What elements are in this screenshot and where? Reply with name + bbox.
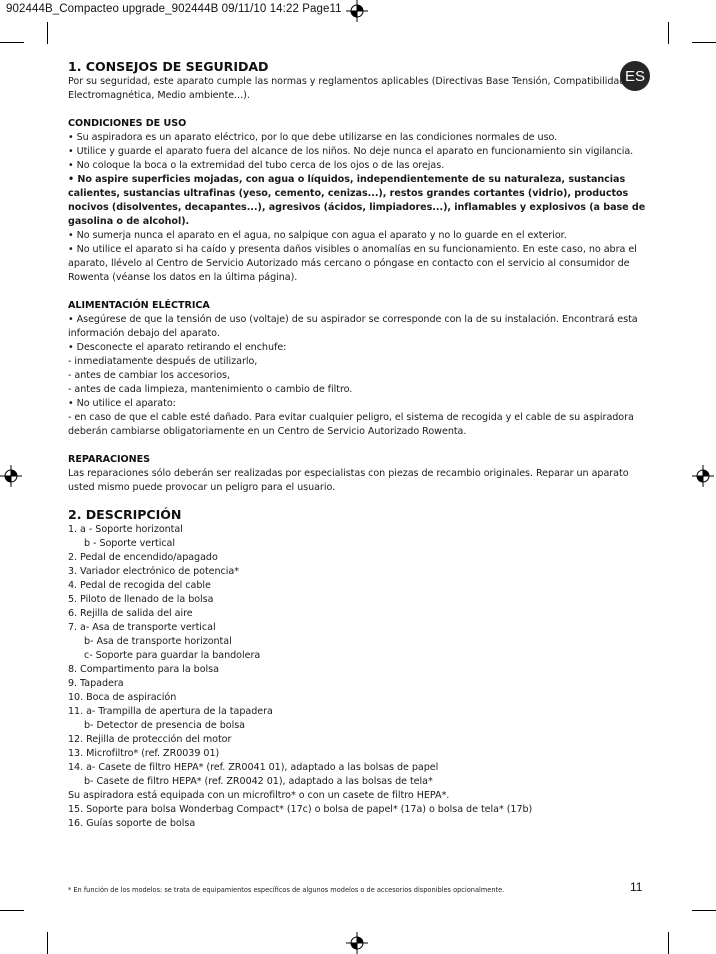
- registration-mark-icon: [692, 465, 714, 487]
- print-slug: 902444B_Compacteo upgrade_902444B 09/11/10 14:22 Page11: [6, 3, 342, 15]
- description-list: [68, 523, 653, 831]
- list-item: 4. Pedal de recogida del cable: [68, 580, 211, 591]
- crop-mark: [47, 932, 48, 954]
- page-content: [68, 59, 653, 831]
- section-title-safety: 1. CONSEJOS DE SEGURIDAD: [68, 59, 269, 74]
- list-item: 13. Microfiltro* (ref. ZR0039 01): [68, 748, 220, 759]
- list-item: 3. Variador electrónico de potencia*: [68, 566, 239, 577]
- crop-mark: [47, 22, 48, 44]
- list-item: 5. Piloto de llenado de la bolsa: [68, 594, 214, 605]
- list-item: - en caso de que el cable esté dañado. Para evitar cualquier peligro, el sistema de recogida y el cable de su aspiradora deberán cambiarse obligatoriamente en un Centro de Servicio Autorizado Rowenta.: [68, 412, 634, 437]
- crop-mark: [692, 910, 716, 911]
- heading-conditions-of-use: CONDICIONES DE USO: [68, 118, 187, 129]
- registration-mark-icon: [346, 0, 368, 22]
- list-item: • No utilice el aparato si ha caído y presenta daños visibles o anomalías en su funcionamiento. En este caso, no abra el aparato, llévelo al Centro de Servicio Autorizado más cercano o póngase en contacto con el servicio al consumidor de Rowenta (véanse los datos en la última página).: [68, 244, 637, 283]
- safety-intro: Por su seguridad, este aparato cumple las normas y reglamentos aplicables (Directivas Base Tensión, Compatibilidad Electromagnética, Medio ambiente...).: [68, 76, 626, 101]
- list-item: • Utilice y guarde el aparato fuera del alcance de los niños. No deje nunca el aparato en funcionamiento sin vigilancia.: [68, 146, 634, 157]
- list-item: 16. Guías soporte de bolsa: [68, 818, 196, 829]
- list-item: 1. a - Soporte horizontal: [68, 524, 183, 535]
- list-item: 15. Soporte para bolsa Wonderbag Compact* (17c) o bolsa de papel* (17a) o bolsa de tela* (17b): [68, 804, 533, 815]
- list-item: Su aspiradora está equipada con un microfiltro* o con un casete de filtro HEPA*.: [68, 790, 450, 801]
- list-item: b- Detector de presencia de bolsa: [84, 720, 245, 731]
- list-item: • Desconecte el aparato retirando el enchufe:: [68, 342, 287, 353]
- list-item: c- Soporte para guardar la bandolera: [84, 650, 261, 661]
- list-item: - antes de cada limpieza, mantenimiento o cambio de filtro.: [68, 384, 353, 395]
- registration-mark-icon: [0, 465, 22, 487]
- list-item: 6. Rejilla de salida del aire: [68, 608, 193, 619]
- list-item: 12. Rejilla de protección del motor: [68, 734, 232, 745]
- list-item: • Su aspiradora es un aparato eléctrico, por lo que debe utilizarse en las condiciones normales de uso.: [68, 132, 558, 143]
- list-item: • No utilice el aparato:: [68, 398, 176, 409]
- list-item-warning: • No aspire superficies mojadas, con agua o líquidos, independientemente de su naturaleza, sustancias calientes, sustancias ultrafinas (yeso, cemento, cenizas...), restos grandes cortantes (vidrio), productos nocivos (disolventes, decapantes...), agresivos (ácidos, limpiadores...), inflamables y explosivos (a base de gasolina o de alcohol).: [68, 174, 646, 227]
- list-item: 2. Pedal de encendido/apagado: [68, 552, 218, 563]
- section-title-description: 2. DESCRIPCIÓN: [68, 507, 182, 522]
- list-item: 11. a- Trampilla de apertura de la tapadera: [68, 706, 273, 717]
- crop-mark: [0, 42, 24, 43]
- list-item: - inmediatamente después de utilizarlo,: [68, 356, 258, 367]
- list-item: b- Asa de transporte horizontal: [84, 636, 232, 647]
- crop-mark: [668, 932, 669, 954]
- heading-power-supply: ALIMENTACIÓN ELÉCTRICA: [68, 300, 210, 311]
- list-item: 10. Boca de aspiración: [68, 692, 177, 703]
- list-item: • No coloque la boca o la extremidad del tubo cerca de los ojos o de las orejas.: [68, 160, 445, 171]
- list-item: b - Soporte vertical: [84, 538, 175, 549]
- crop-mark: [692, 42, 716, 43]
- list-item: b- Casete de filtro HEPA* (ref. ZR0042 01), adaptado a las bolsas de tela*: [84, 776, 433, 787]
- list-item: 7. a- Asa de transporte vertical: [68, 622, 216, 633]
- list-item: - antes de cambiar los accesorios,: [68, 370, 230, 381]
- list-item: 14. a- Casete de filtro HEPA* (ref. ZR0041 01), adaptado a las bolsas de papel: [68, 762, 439, 773]
- crop-mark: [0, 910, 24, 911]
- footnote: * En función de los modelos: se trata de equipamientos específicos de algunos modelos o de accesorios disponibles opcionalmente.: [68, 886, 505, 894]
- crop-mark: [668, 22, 669, 44]
- language-badge: ES: [620, 61, 650, 91]
- list-item: • No sumerja nunca el aparato en el agua, no salpique con agua el aparato y no lo guarde en el exterior.: [68, 230, 567, 241]
- repairs-text: Las reparaciones sólo deberán ser realizadas por especialistas con piezas de recambio originales. Reparar un aparato usted mismo puede provocar un peligro para el usuario.: [68, 468, 629, 493]
- heading-repairs: REPARACIONES: [68, 454, 150, 465]
- list-item: 9. Tapadera: [68, 678, 124, 689]
- list-item: • Asegúrese de que la tensión de uso (voltaje) de su aspirador se corresponde con la de su instalación. Encontrará esta información debajo del aparato.: [68, 314, 638, 339]
- registration-mark-icon: [346, 932, 368, 954]
- list-item: 8. Compartimento para la bolsa: [68, 664, 219, 675]
- page-number: 11: [630, 880, 643, 894]
